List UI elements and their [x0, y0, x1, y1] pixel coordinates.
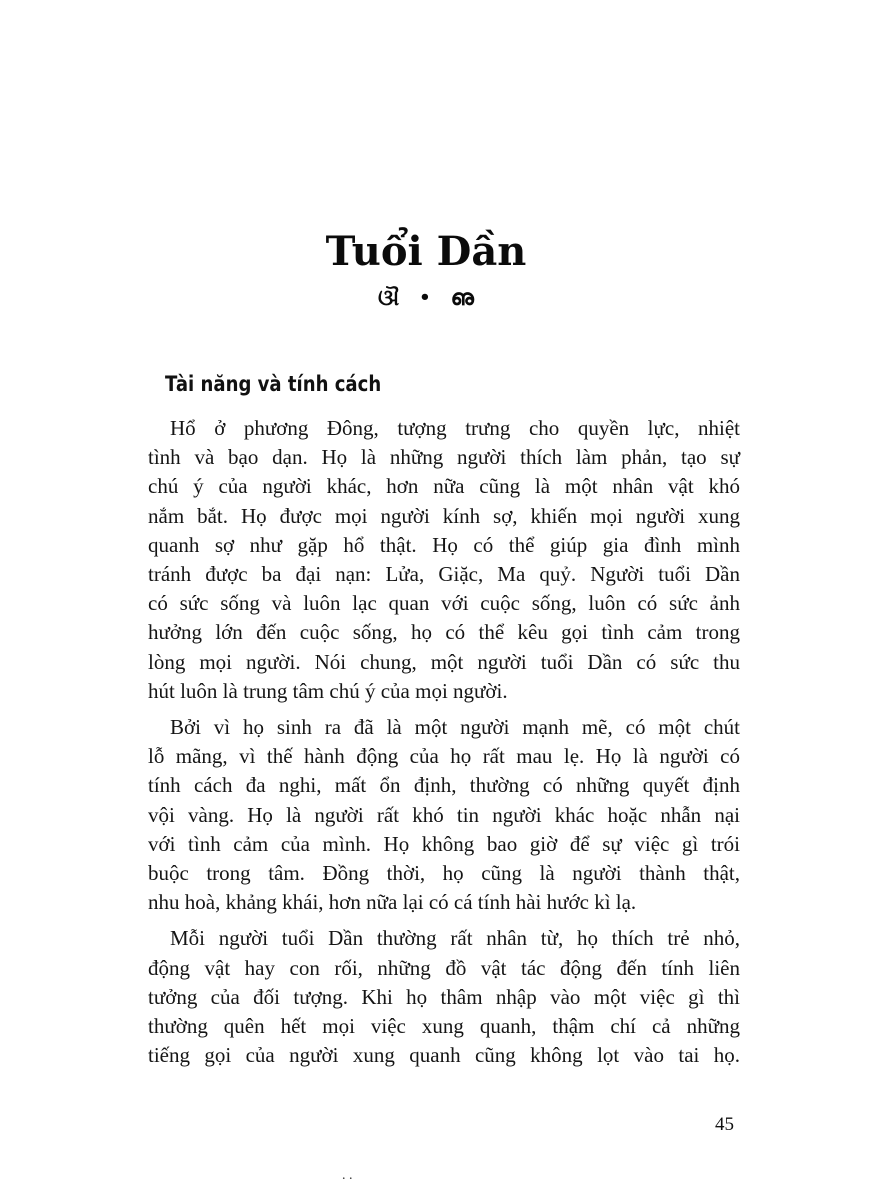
- paragraph-2: [148, 713, 740, 917]
- text-line: hút luôn là trung tâm chú ý của mọi người.: [148, 678, 508, 703]
- text-line: tránh được ba đại nạn: Lửa, Giặc, Ma quỷ. Người tuổi Dần: [148, 562, 740, 587]
- text-line: tình và bạo dạn. Họ là những người thích làm phản, tạo sự: [148, 445, 740, 470]
- footer-mark: . .: [342, 1168, 353, 1183]
- section-heading: Tài năng và tính cách: [165, 372, 382, 396]
- text-line: nắm bắt. Họ được mọi người kính sợ, khiến mọi người xung: [148, 503, 740, 528]
- text-line: Bởi vì họ sinh ra đã là một người mạnh mẽ, có một chút: [170, 715, 740, 740]
- ornament-dot: •: [419, 287, 431, 308]
- chapter-title: Tuổi Dần: [325, 228, 527, 275]
- text-line: có sức sống và luôn lạc quan với cuộc sống, luôn có sức ảnh: [148, 591, 740, 616]
- text-line: tưởng của đối tượng. Khi họ thâm nhập vào một việc gì thì: [148, 984, 740, 1009]
- text-line: vội vàng. Họ là người rất khó tin người khác hoặc nhẫn nại: [148, 802, 740, 827]
- text-line: tính cách đa nghi, mất ổn định, thường có những quyết định: [148, 773, 740, 798]
- text-line: Mỗi người tuổi Dần thường rất nhân từ, họ thích trẻ nhỏ,: [170, 926, 740, 951]
- text-line: hưởng lớn đến cuộc sống, họ có thể kêu gọi tình cảm trong: [148, 620, 740, 645]
- body-text: [148, 414, 740, 1077]
- text-line: buộc trong tâm. Đồng thời, họ cũng là người thành thật,: [148, 861, 740, 886]
- text-line: tiếng gọi của người xung quanh cũng không lọt vào tai họ.: [148, 1043, 740, 1068]
- ornament-left-glyph: ଔ: [378, 285, 400, 311]
- text-line: chú ý của người khác, hơn nữa cũng là một nhân vật khó: [148, 474, 740, 499]
- chapter-ornament: [0, 285, 852, 311]
- text-line: với tình cảm của mình. Họ không bao giờ để sự việc gì trói: [148, 831, 740, 856]
- text-line: lòng mọi người. Nói chung, một người tuổi Dần có sức thu: [148, 649, 740, 674]
- page-number: 45: [715, 1114, 734, 1135]
- paragraph-1: [148, 414, 740, 706]
- text-line: thường quên hết mọi việc xung quanh, thậm chí cả những: [148, 1014, 740, 1039]
- text-line: quanh sợ như gặp hổ thật. Họ có thể giúp gia đình mình: [148, 532, 740, 557]
- ornament-right-glyph: ഌ: [450, 285, 474, 311]
- text-line: Hổ ở phương Đông, tượng trưng cho quyền lực, nhiệt: [170, 416, 740, 440]
- text-line: nhu hoà, khảng khái, hơn nữa lại có cá tính hài hước kì lạ.: [148, 890, 637, 915]
- paragraph-3: [148, 924, 740, 1070]
- text-line: lỗ mãng, vì thế hành động của họ rất mau lẹ. Họ là người có: [148, 744, 740, 769]
- text-line: động vật hay con rối, những đồ vật tác động đến tính liên: [148, 955, 740, 980]
